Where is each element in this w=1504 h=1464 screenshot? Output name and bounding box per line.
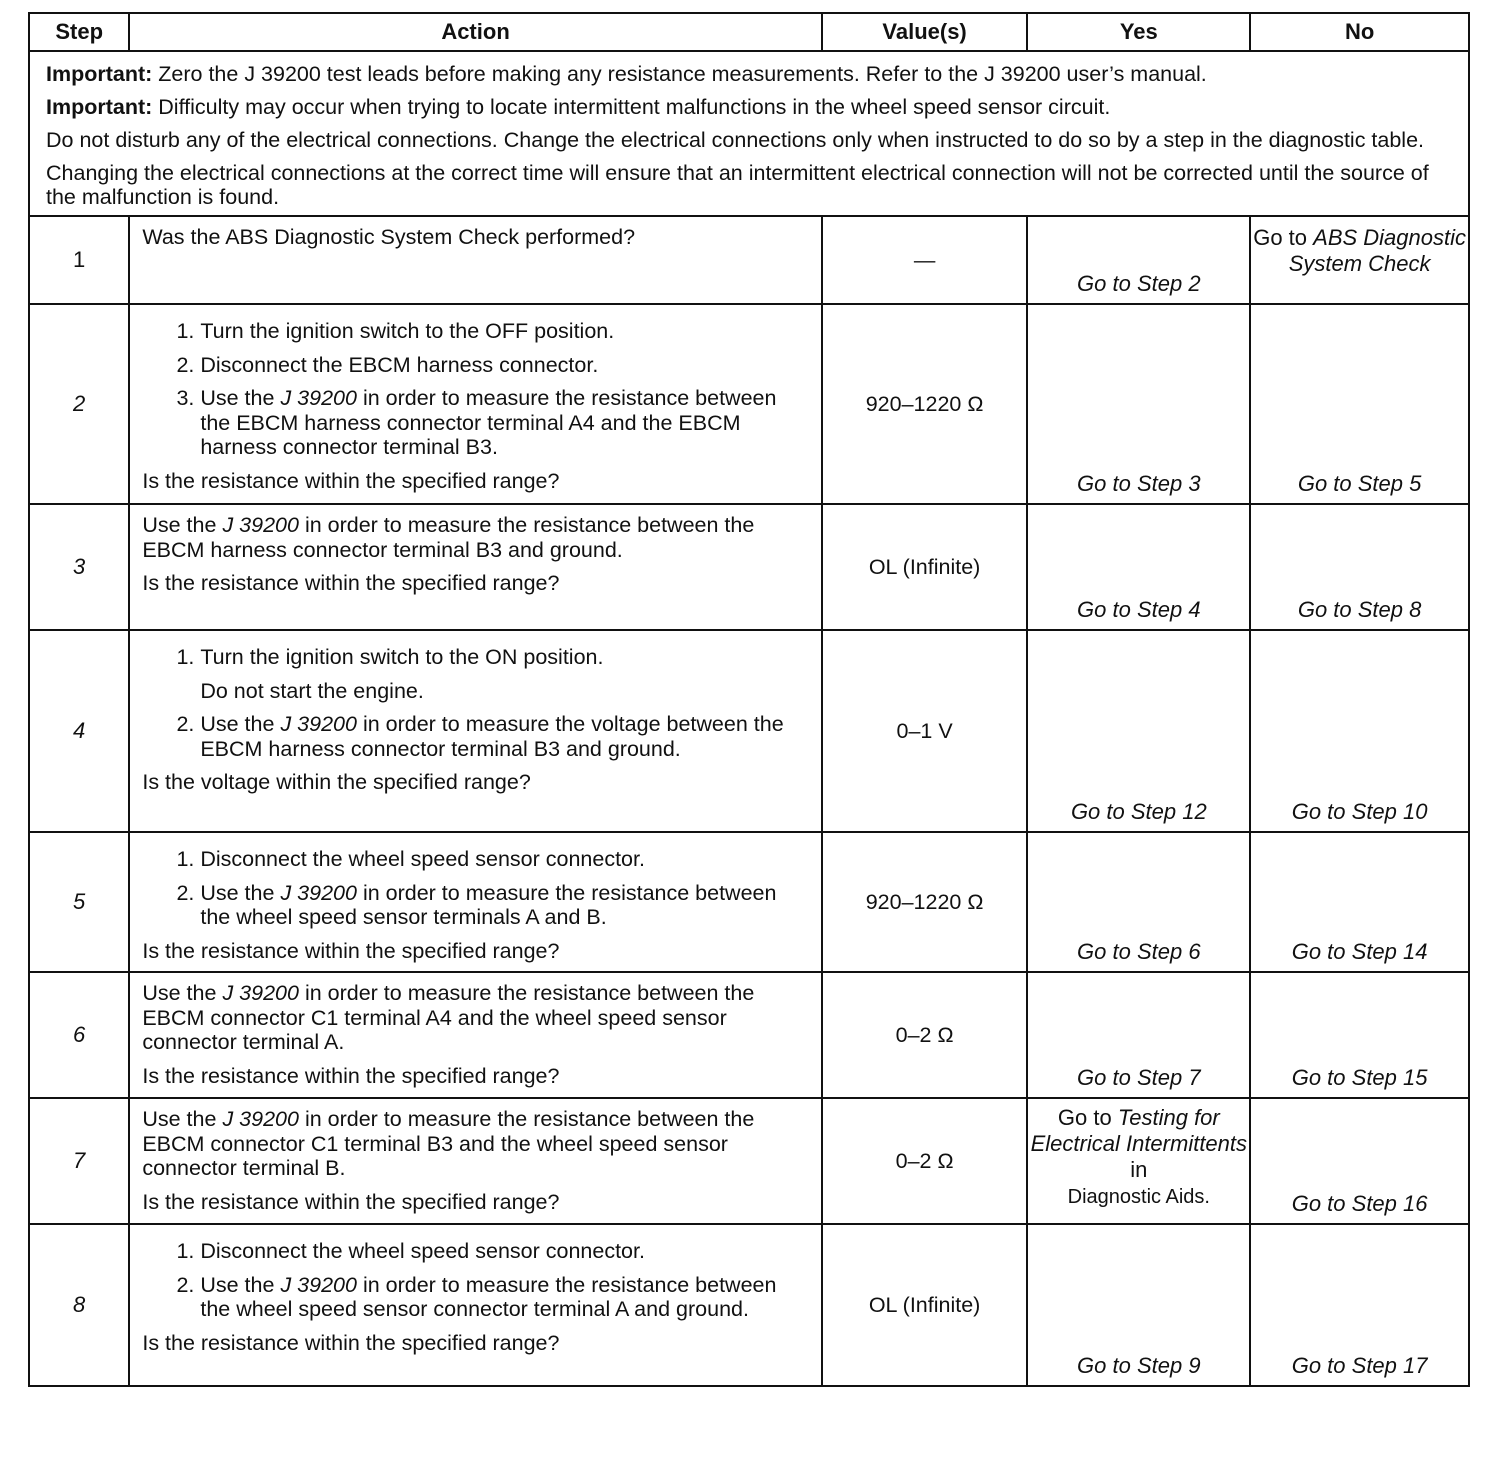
- action-step-2: [200, 881, 810, 930]
- action-step-1: 1. Turn the ignition switch to the OFF position.: [200, 319, 810, 344]
- notes-row: [29, 51, 1469, 216]
- action-step-1: 1. Disconnect the wheel speed sensor connector.: [200, 1239, 810, 1264]
- value-cell: OL (Infinite): [822, 1224, 1028, 1386]
- action-steps: [142, 645, 810, 761]
- action-cell: [129, 1224, 821, 1386]
- no-cell: [1250, 216, 1469, 304]
- yes-prefix: Go to: [1057, 1105, 1112, 1130]
- step-number: 1: [29, 216, 129, 304]
- step-number: 4: [29, 630, 129, 832]
- action-question: Is the resistance within the specified range?: [142, 1189, 560, 1214]
- tool-name: J 39200: [222, 981, 299, 1005]
- use-the-text: Use the: [142, 1107, 217, 1131]
- action-cell: [129, 504, 821, 630]
- yes-cell: [1027, 216, 1250, 304]
- measure-text: in order to measure the resistance between the EBCM harness connector terminal A4 and the EBCM harness connector terminal B3.: [200, 386, 777, 459]
- important-note-2: [46, 95, 1456, 119]
- use-the-text: Use the: [142, 513, 217, 537]
- diagnostic-table: [28, 12, 1470, 1387]
- header-row: [29, 13, 1469, 51]
- yes-cell: [1027, 1224, 1250, 1386]
- no-cell: [1250, 1098, 1469, 1224]
- important-label: Important:: [46, 95, 153, 119]
- action-step-2: [200, 712, 810, 761]
- table-row: [29, 504, 1469, 630]
- measure-text: in order to measure the resistance between the EBCM connector C1 terminal B3 and the wheel speed sensor connector terminal B.: [142, 1107, 755, 1180]
- no-link[interactable]: [1251, 225, 1468, 277]
- yes-link[interactable]: Go to Step 9: [1077, 1353, 1201, 1378]
- measure-text: in order to measure the resistance between the EBCM connector C1 terminal A4 and the wheel speed sensor connector terminal A.: [142, 981, 755, 1054]
- no-cell: [1250, 630, 1469, 832]
- action-cell: [129, 972, 821, 1098]
- action-cell: [129, 832, 821, 972]
- action-cell: [129, 630, 821, 832]
- yes-link[interactable]: Go to Step 12: [1070, 799, 1207, 824]
- step-number: 5: [29, 832, 129, 972]
- note-3: Do not disturb any of the electrical connections. Change the electrical connections only when instructed to do so by a step in the diagnostic table.: [46, 128, 1425, 152]
- action-question: Is the resistance within the specified range?: [142, 571, 560, 595]
- value-cell: 0–2 Ω: [822, 972, 1028, 1098]
- important-note-1: [46, 62, 1456, 86]
- yes-cell: [1027, 972, 1250, 1098]
- table-row: [29, 630, 1469, 832]
- table-row: [29, 1098, 1469, 1224]
- important-label: Important:: [46, 62, 153, 86]
- tool-name: J 39200: [222, 513, 299, 537]
- no-link[interactable]: Go to Step 17: [1291, 1353, 1428, 1378]
- use-the-text: Use the: [200, 386, 275, 410]
- step-number: 8: [29, 1224, 129, 1386]
- action-question: Is the resistance within the specified range?: [142, 1063, 560, 1088]
- value-cell: 0–1 V: [822, 630, 1028, 832]
- action-text: [142, 1107, 810, 1181]
- value-cell: —: [822, 216, 1028, 304]
- action-question: Is the voltage within the specified range?: [142, 770, 531, 794]
- step-number: 7: [29, 1098, 129, 1224]
- yes-cell: [1027, 1098, 1250, 1224]
- important-text-2: Difficulty may occur when trying to locate intermittent malfunctions in the wheel speed sensor circuit.: [158, 95, 1111, 119]
- step-number: 2: [29, 304, 129, 504]
- action-step-1: 1. Disconnect the wheel speed sensor connector.: [200, 847, 810, 872]
- table-row: [29, 972, 1469, 1098]
- yes-link[interactable]: [1028, 1105, 1249, 1210]
- no-cell: [1250, 504, 1469, 630]
- yes-suffix: Diagnostic Aids.: [1067, 1186, 1210, 1208]
- action-cell: [129, 216, 821, 304]
- yes-cell: [1027, 630, 1250, 832]
- use-the-text: Use the: [200, 880, 275, 905]
- note-4: Changing the electrical connections at the correct time will ensure that an intermittent electrical connection will not be corrected until the source of the malfunction is found.: [46, 161, 1429, 209]
- yes-link[interactable]: Go to Step 6: [1077, 939, 1201, 964]
- action-steps: [142, 847, 810, 930]
- no-link[interactable]: Go to Step 10: [1291, 799, 1428, 824]
- yes-link[interactable]: Go to Step 3: [1077, 471, 1201, 496]
- header-action: Action: [129, 13, 821, 51]
- use-the-text: Use the: [200, 1272, 275, 1297]
- no-cell: [1250, 832, 1469, 972]
- action-step-1-sub: Do not start the engine.: [200, 678, 424, 703]
- yes-link[interactable]: Go to Step 7: [1077, 1065, 1201, 1090]
- measure-text: in order to measure the resistance between the wheel speed sensor terminals A and B.: [200, 880, 777, 929]
- value-cell: 920–1220 Ω: [822, 304, 1028, 504]
- action-text: [142, 513, 810, 562]
- value-cell: 920–1220 Ω: [822, 832, 1028, 972]
- use-the-text: Use the: [142, 981, 217, 1005]
- action-question: Is the resistance within the specified range?: [142, 468, 560, 493]
- no-cell: [1250, 1224, 1469, 1386]
- diagnostic-table-sheet: [28, 12, 1470, 1387]
- no-link[interactable]: Go to Step 5: [1297, 471, 1422, 496]
- important-text-1: Zero the J 39200 test leads before making any resistance measurements. Refer to the J 39200 user’s manual.: [158, 62, 1207, 86]
- header-no: No: [1250, 13, 1469, 51]
- no-link[interactable]: Go to Step 16: [1291, 1191, 1428, 1216]
- yes-in: in: [1130, 1157, 1148, 1182]
- measure-text: in order to measure the voltage between the EBCM harness connector terminal B3 and ground.: [200, 712, 784, 761]
- yes-link-text: Testing for Electrical Intermittents: [1030, 1105, 1248, 1156]
- action-step-2: 2. Disconnect the EBCM harness connector.: [200, 353, 810, 378]
- header-yes: Yes: [1027, 13, 1250, 51]
- use-the-text: Use the: [200, 712, 275, 736]
- action-cell: [129, 1098, 821, 1224]
- tool-name: J 39200: [280, 386, 357, 410]
- action-steps: [142, 319, 810, 460]
- no-cell: [1250, 972, 1469, 1098]
- header-value: Value(s): [822, 13, 1028, 51]
- tool-name: J 39200: [222, 1107, 299, 1131]
- yes-link[interactable]: Go to Step 2: [1077, 271, 1201, 296]
- action-question: Is the resistance within the specified range?: [142, 1330, 560, 1355]
- yes-cell: [1027, 304, 1250, 504]
- step-number: 6: [29, 972, 129, 1098]
- no-link[interactable]: Go to Step 15: [1291, 1065, 1428, 1090]
- action-step-1-text: Turn the ignition switch to the ON position.: [200, 645, 604, 669]
- tool-name: J 39200: [280, 1272, 357, 1297]
- yes-cell: [1027, 504, 1250, 630]
- measure-text: in order to measure the resistance between the wheel speed sensor connector terminal A and ground.: [200, 1272, 777, 1321]
- header-step: Step: [29, 13, 129, 51]
- yes-cell: [1027, 832, 1250, 972]
- action-text: [142, 981, 810, 1055]
- no-cell: [1250, 304, 1469, 504]
- action-step-1: [200, 645, 810, 703]
- no-prefix: Go to: [1253, 225, 1308, 250]
- value-cell: 0–2 Ω: [822, 1098, 1028, 1224]
- table-row: [29, 216, 1469, 304]
- action-steps: [142, 1239, 810, 1322]
- action-step-2: [200, 1273, 810, 1322]
- yes-link[interactable]: Go to Step 4: [1077, 597, 1201, 622]
- table-row: [29, 1224, 1469, 1386]
- no-link[interactable]: Go to Step 14: [1291, 939, 1428, 964]
- tool-name: J 39200: [280, 712, 357, 736]
- notes-cell: [29, 51, 1469, 216]
- action-question: Is the resistance within the specified range?: [142, 938, 560, 963]
- value-cell: OL (Infinite): [822, 504, 1028, 630]
- no-link[interactable]: Go to Step 8: [1297, 597, 1422, 622]
- action-step-3: [200, 386, 810, 460]
- tool-name: J 39200: [280, 880, 357, 905]
- action-question: Was the ABS Diagnostic System Check performed?: [142, 225, 636, 249]
- table-row: [29, 304, 1469, 504]
- table-row: [29, 832, 1469, 972]
- no-link-text: ABS Diagnostic System Check: [1288, 225, 1466, 276]
- measure-text: in order to measure the resistance between the EBCM harness connector terminal B3 and ground.: [142, 513, 755, 562]
- action-cell: [129, 304, 821, 504]
- step-number: 3: [29, 504, 129, 630]
